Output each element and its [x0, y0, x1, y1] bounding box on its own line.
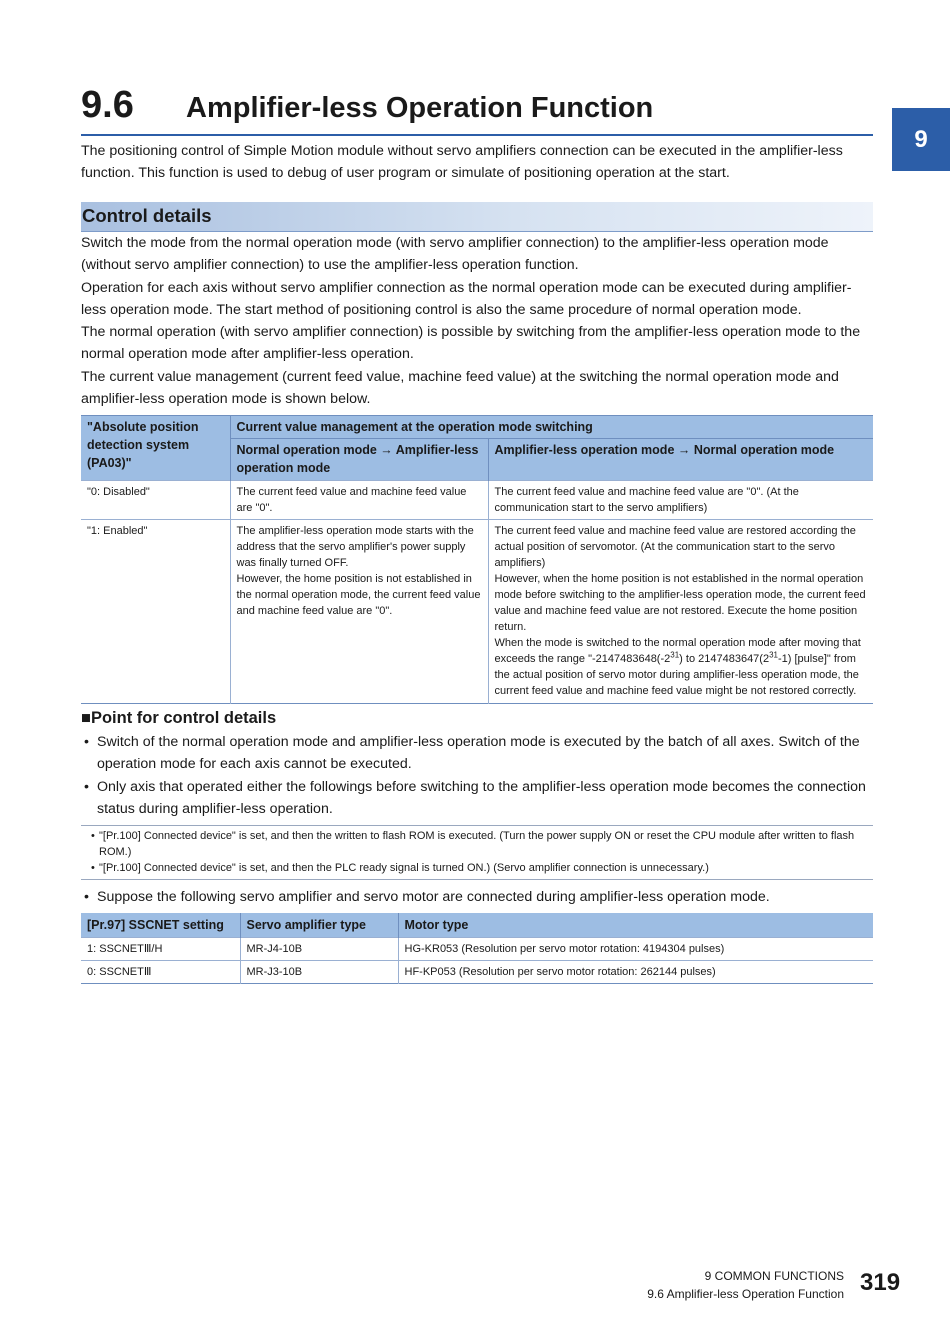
- table-row: [81, 481, 873, 520]
- chapter-tab: 9: [892, 108, 950, 171]
- setting-cell: "1: Enabled": [81, 520, 230, 704]
- note-item: [91, 860, 869, 876]
- point-bullets: [84, 731, 874, 820]
- table-row: [81, 961, 873, 984]
- point-heading: ■Point for control details: [81, 709, 277, 727]
- to-ampless-cell: [230, 520, 488, 704]
- note-box: [81, 825, 873, 880]
- exponent: 31: [769, 650, 778, 660]
- servo-amplifier-type-header: Servo amplifier type: [240, 913, 398, 938]
- bullet-text: Suppose the following servo amplifier and servo motor are connected during amplifier-less operation mode.: [97, 889, 770, 905]
- page-number: 319: [860, 1269, 901, 1296]
- cell-line: The current feed value and machine feed value are restored according the actual position of servomotor. (At the communication start to the servo amplifiers): [494, 525, 856, 569]
- table-row: [81, 520, 873, 704]
- bullet-dot-icon: •: [84, 889, 89, 905]
- bullet-item: [84, 886, 874, 908]
- bullet-dot-icon: •: [84, 778, 89, 795]
- note-text: "[Pr.100] Connected device" is set, and then the PLC ready signal is turned ON.) (Servo amplifier connection is unnecessary.): [99, 862, 709, 874]
- mode-switching-header: Current value management at the operation mode switching: [230, 416, 873, 439]
- control-paragraph: The current value management (current feed value, machine feed value) at the switching the normal operation mode and amplifier-less operation mode is shown below.: [81, 368, 839, 408]
- bullet-dot-icon: •: [91, 862, 95, 874]
- cell-line: However, the home position is not established in the normal operation mode, the current feed value and machine feed value are "0".: [236, 573, 481, 617]
- control-paragraph: Operation for each axis without servo amplifier connection as the normal operation mode can be executed during amplifier-less operation mode. The start method of positioning control is also the same procedure of normal operation mode.: [81, 279, 852, 318]
- note-item: [91, 828, 869, 860]
- to-ampless-cell: The current feed value and machine feed value are "0".: [230, 481, 488, 520]
- cell-line: [495, 635, 868, 699]
- table-cell: 0: SSCNETⅢ: [81, 961, 240, 984]
- table-cell: HG-KR053 (Resolution per servo motor rotation: 4194304 pulses): [398, 938, 873, 961]
- control-paragraph: Switch the mode from the normal operation mode (with servo amplifier connection) to the amplifier-less operation mode (without servo amplifier connection) to use the amplifier-less operation function.: [81, 235, 829, 274]
- page-title: [81, 84, 873, 136]
- cell-line: However, when the home position is not established in the normal operation mode before switching to the amplifier-less operation mode, the current feed value and machine feed value are not restored. Execute the home position return.: [494, 573, 866, 633]
- range-text: When the mode is switched to the normal operation mode after moving that exceeds the range "-2147483648(-2: [494, 637, 861, 665]
- intro-paragraph: The positioning control of Simple Motion module without servo amplifiers connection can be executed in the amplifier-less function. This function is used to debug of user program or simulate of positioning operation at the start.: [81, 143, 843, 182]
- setting-cell: "0: Disabled": [81, 481, 230, 520]
- bullet-item: [84, 731, 874, 776]
- range-text: -1) [pulse]" from the actual position of servo motor during amplifier-less operation mode, the current feed value and machine feed value might be not restored correctly.: [494, 653, 859, 697]
- control-details-heading-text: Control details: [82, 205, 212, 226]
- range-text: ) to 2147483647(2: [679, 653, 770, 665]
- section-number: 9.6: [81, 84, 134, 126]
- cell-line: The amplifier-less operation mode starts with the address that the servo amplifier's power supply was finally turned OFF.: [236, 525, 474, 569]
- to-normal-cell: [488, 520, 873, 704]
- footer: [647, 1267, 844, 1303]
- bullet-text: Switch of the normal operation mode and amplifier-less operation mode is executed by the batch of all axes. Switch of the operation mode for each axis cannot be executed.: [97, 734, 860, 773]
- ampless-to-normal-header: Amplifier-less operation mode → Normal operation mode: [488, 439, 873, 481]
- table-cell: MR-J3-10B: [240, 961, 398, 984]
- control-details-body: [81, 232, 873, 410]
- exponent: 31: [670, 650, 680, 660]
- motor-type-header: Motor type: [398, 913, 873, 938]
- servo-table: [81, 913, 873, 984]
- control-paragraph: The normal operation (with servo amplifier connection) is possible by switching from the amplifier-less operation mode to the normal operation mode after amplifier-less operation.: [81, 324, 861, 363]
- footer-chapter: 9 COMMON FUNCTIONS: [704, 1269, 844, 1283]
- table-cell: HF-KP053 (Resolution per servo motor rotation: 262144 pulses): [398, 961, 873, 984]
- table-cell: 1: SSCNETⅢ/H: [81, 938, 240, 961]
- sscnet-setting-header: [Pr.97] SSCNET setting: [81, 913, 240, 938]
- note-text: "[Pr.100] Connected device" is set, and then the written to flash ROM is executed. (Turn the power supply ON or reset the CPU module after written to flash ROM.): [99, 830, 855, 858]
- section-title: Amplifier-less Operation Function: [186, 92, 654, 124]
- normal-to-ampless-header: Normal operation mode → Amplifier-less operation mode: [230, 439, 488, 481]
- bullet-text: Only axis that operated either the followings before switching to the amplifier-less operation mode becomes the connection status during amplifier-less operation.: [97, 778, 866, 817]
- bullet-dot-icon: •: [91, 830, 95, 842]
- footer-section: 9.6 Amplifier-less Operation Function: [647, 1287, 844, 1301]
- current-value-table: [81, 415, 873, 704]
- table-row: [81, 938, 873, 961]
- bullet-dot-icon: •: [84, 734, 89, 750]
- table-cell: MR-J4-10B: [240, 938, 398, 961]
- absolute-position-header: "Absolute position detection system (PA03)": [81, 416, 230, 481]
- control-details-heading: [81, 202, 873, 232]
- to-normal-cell: The current feed value and machine feed value are "0". (At the communication start to the servo amplifiers): [488, 481, 873, 520]
- bullet-item: [84, 776, 874, 821]
